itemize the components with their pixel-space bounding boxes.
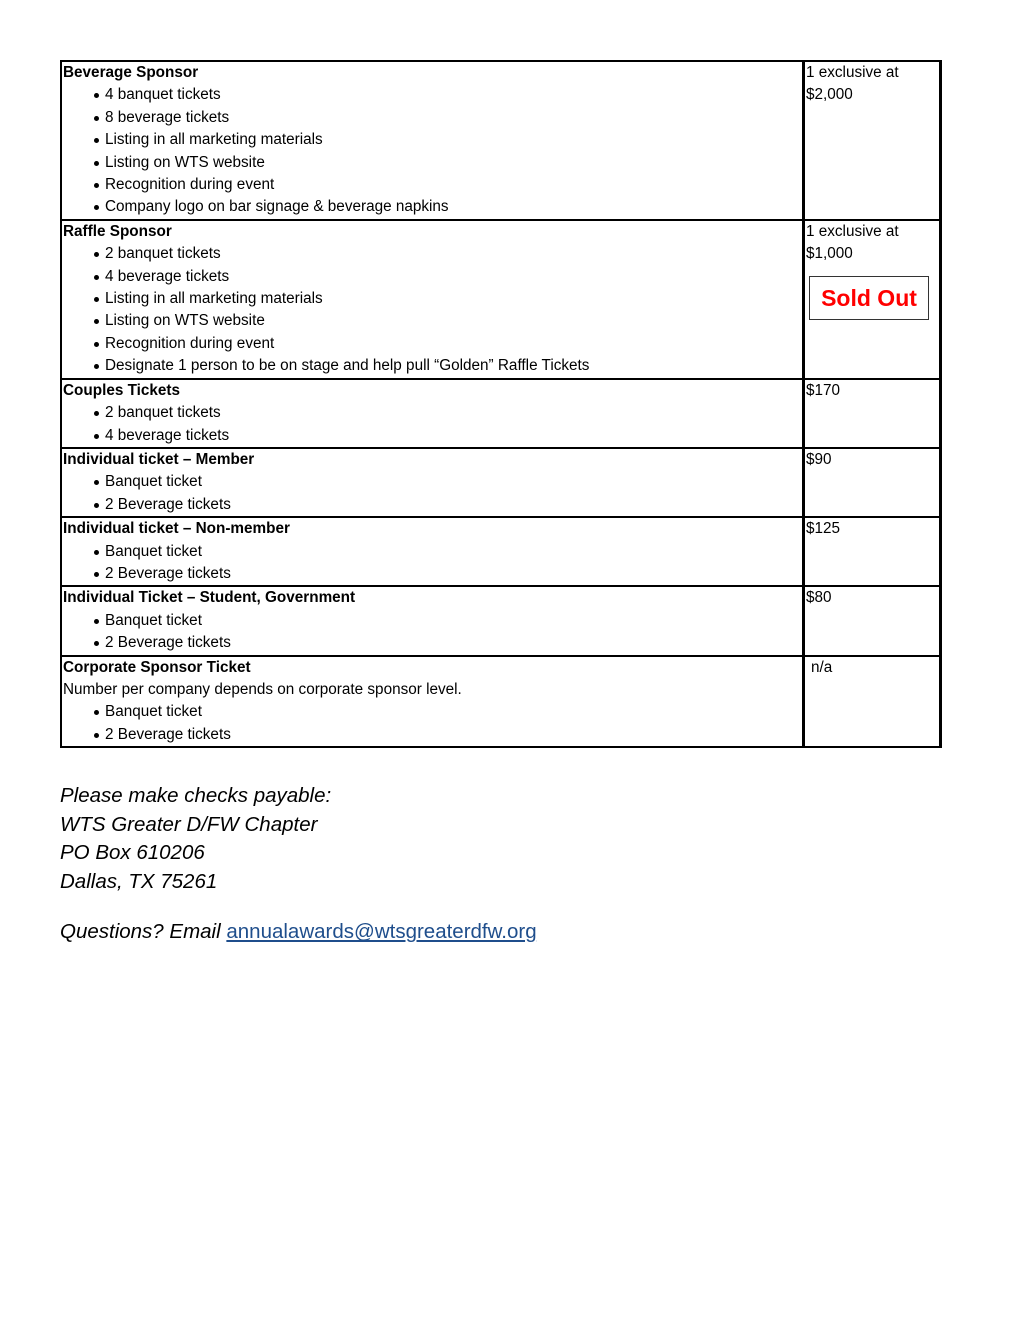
questions-prefix: Questions? Email	[60, 920, 227, 944]
benefit-item: 2 Beverage tickets	[92, 494, 802, 516]
payment-instructions	[60, 782, 537, 947]
spacer	[60, 896, 537, 918]
row-title: Beverage Sponsor	[63, 64, 199, 81]
city-state-zip: Dallas, TX 75261	[60, 869, 218, 893]
table-row-individual-student-government	[61, 586, 941, 655]
price-value: $90	[806, 450, 832, 468]
benefit-list	[63, 471, 802, 516]
price-value: $80	[806, 589, 832, 607]
checks-payable-label: Please make checks payable:	[60, 784, 332, 807]
po-box: PO Box 610206	[60, 841, 205, 865]
benefit-item: Listing in all marketing materials	[92, 288, 802, 310]
benefit-item: Company logo on bar signage & beverage napkins	[92, 196, 802, 218]
benefit-item: 2 banquet tickets	[92, 243, 802, 265]
benefit-item: Designate 1 person to be on stage and help pull “Golden” Raffle Tickets	[92, 355, 802, 377]
table-row-beverage-sponsor	[61, 61, 941, 220]
row-price	[804, 586, 941, 655]
benefit-list	[63, 84, 802, 218]
benefit-item: 2 Beverage tickets	[92, 563, 802, 585]
table-row-raffle-sponsor	[61, 220, 941, 379]
row-price	[804, 656, 941, 748]
price-line-1: 1 exclusive at	[806, 222, 899, 240]
table-row-individual-member	[61, 448, 941, 517]
row-description	[61, 448, 804, 517]
row-description	[61, 220, 804, 379]
sponsorship-table	[60, 60, 942, 748]
row-description	[61, 517, 804, 586]
benefit-item: Banquet ticket	[92, 610, 802, 632]
benefit-list	[63, 701, 802, 746]
row-price	[804, 220, 941, 379]
row-title: Corporate Sponsor Ticket	[63, 658, 251, 676]
price-line-1: 1 exclusive at	[806, 64, 899, 81]
benefit-list	[63, 243, 802, 377]
benefit-item: 4 banquet tickets	[92, 84, 802, 106]
row-price	[804, 448, 941, 517]
sold-out-badge: Sold Out	[809, 276, 929, 320]
row-description	[61, 586, 804, 655]
benefit-item: 2 Beverage tickets	[92, 724, 802, 746]
benefit-item: Banquet ticket	[92, 541, 802, 563]
benefit-item: Banquet ticket	[92, 701, 802, 723]
benefit-item: Listing in all marketing materials	[92, 129, 802, 151]
row-title: Individual ticket – Non-member	[63, 520, 290, 538]
benefit-item: 4 beverage tickets	[92, 266, 802, 288]
table-row-individual-non-member	[61, 517, 941, 586]
benefit-item: Recognition during event	[92, 174, 802, 196]
price-line-2: $2,000	[806, 86, 853, 104]
row-description	[61, 379, 804, 448]
benefit-item: 2 banquet tickets	[92, 402, 802, 424]
row-title: Raffle Sponsor	[63, 222, 172, 240]
benefit-item: 8 beverage tickets	[92, 107, 802, 129]
table-row-corporate-sponsor-ticket	[61, 656, 941, 748]
benefit-item: Listing on WTS website	[92, 310, 802, 332]
benefit-item: Banquet ticket	[92, 471, 802, 493]
row-price	[804, 517, 941, 586]
row-title: Individual Ticket – Student, Government	[63, 589, 356, 607]
table-row-couples-tickets	[61, 379, 941, 448]
row-price	[804, 61, 941, 220]
row-price	[804, 379, 941, 448]
benefit-list	[63, 610, 802, 655]
benefit-item: 2 Beverage tickets	[92, 632, 802, 654]
email-link[interactable]: annualawards@wtsgreaterdfw.org	[226, 920, 537, 944]
benefit-item: Listing on WTS website	[92, 152, 802, 174]
row-description	[61, 656, 804, 748]
price-value: $125	[806, 520, 841, 538]
row-title: Individual ticket – Member	[63, 450, 255, 468]
price-value: $170	[806, 381, 841, 399]
benefit-item: 4 beverage tickets	[92, 425, 802, 447]
benefit-list	[63, 402, 802, 447]
price-value: n/a	[811, 658, 833, 676]
row-title: Couples Tickets	[63, 381, 181, 399]
benefit-list	[63, 541, 802, 586]
questions-line	[60, 918, 537, 947]
row-note: Number per company depends on corporate sponsor level.	[63, 680, 462, 698]
price-line-2: $1,000	[806, 245, 853, 263]
row-description	[61, 61, 804, 220]
payee-name: WTS Greater D/FW Chapter	[60, 812, 318, 836]
benefit-item: Recognition during event	[92, 333, 802, 355]
